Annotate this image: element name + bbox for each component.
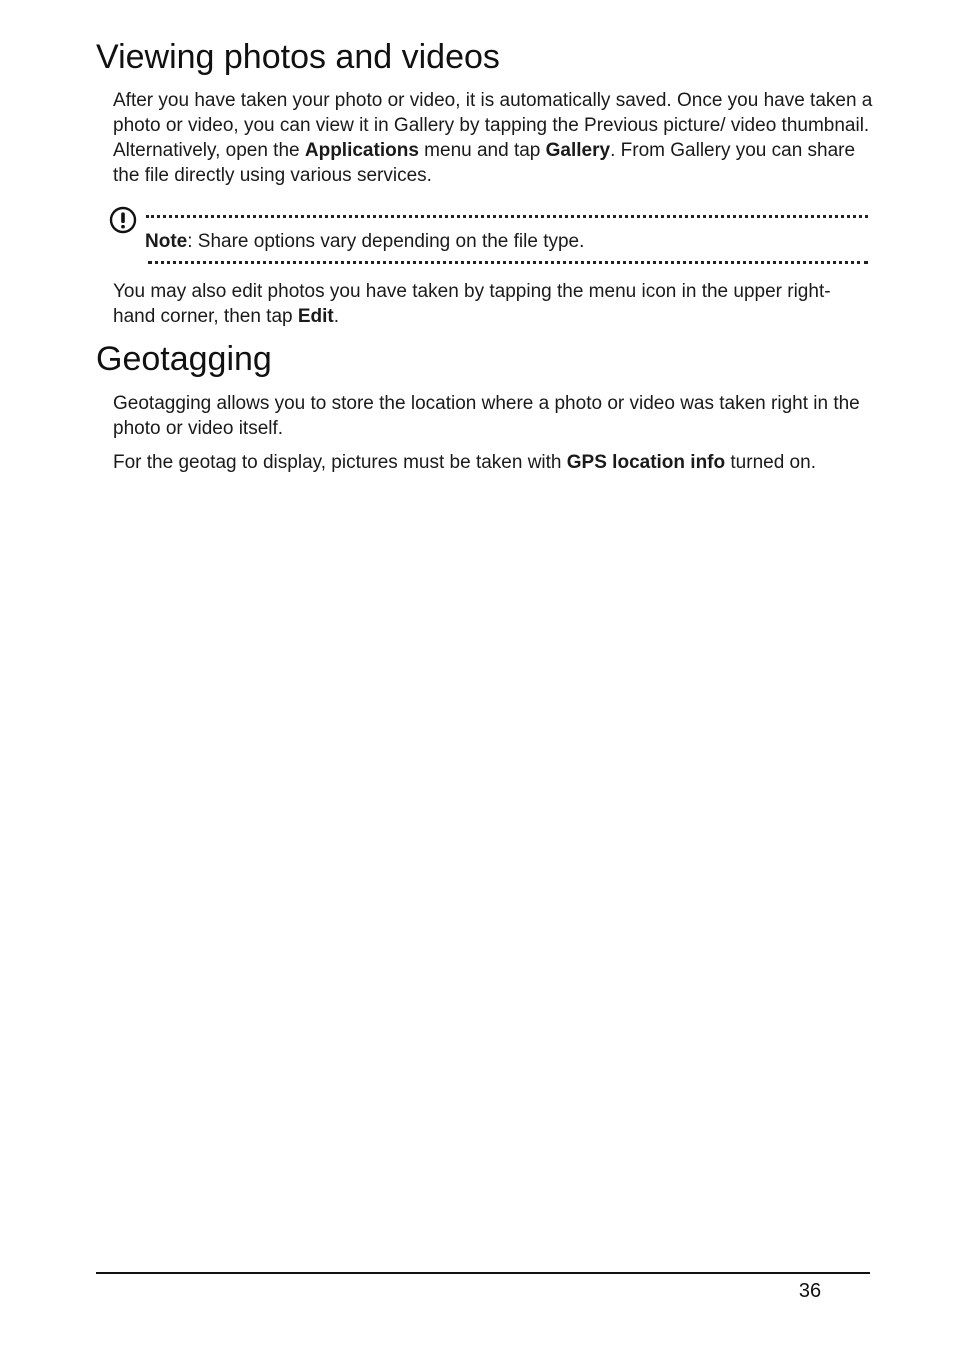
bold-gps-location-info: GPS location info [566,452,726,473]
paragraph-edit-photos: You may also edit photos you have taken by tapping the menu icon in the upper right-hand corner, then tap Edit. [113,281,831,327]
note-top-divider [146,215,868,218]
note-label: Note [145,231,188,252]
paragraph-geotag-display: For the geotag to display, pictures must be taken with GPS location info turned on. [113,452,816,473]
note-text: Note: Share options vary depending on the file type. [145,231,585,252]
note-bottom-divider [148,261,868,264]
bold-gallery: Gallery [545,140,611,161]
bold-applications: Applications [304,140,419,161]
warning-icon [109,206,137,234]
footer-rule [96,1272,870,1274]
section-heading-geotagging: Geotagging [96,340,272,378]
bold-edit: Edit [297,306,334,327]
section-heading-viewing: Viewing photos and videos [96,38,500,76]
page-number: 36 [798,1280,822,1302]
paragraph-viewing-intro: After you have taken your photo or video, it is automatically saved. Once you have taken a photo or video, you can view it in Gallery by tapping the Previous picture/ video thumbnail. Alternatively, open the Applications menu and tap Gallery. From Gallery you can share the file directly using various services. [113,90,873,186]
paragraph-geotagging-intro: Geotagging allows you to store the location where a photo or video was taken right in the photo or video itself. [113,393,860,439]
